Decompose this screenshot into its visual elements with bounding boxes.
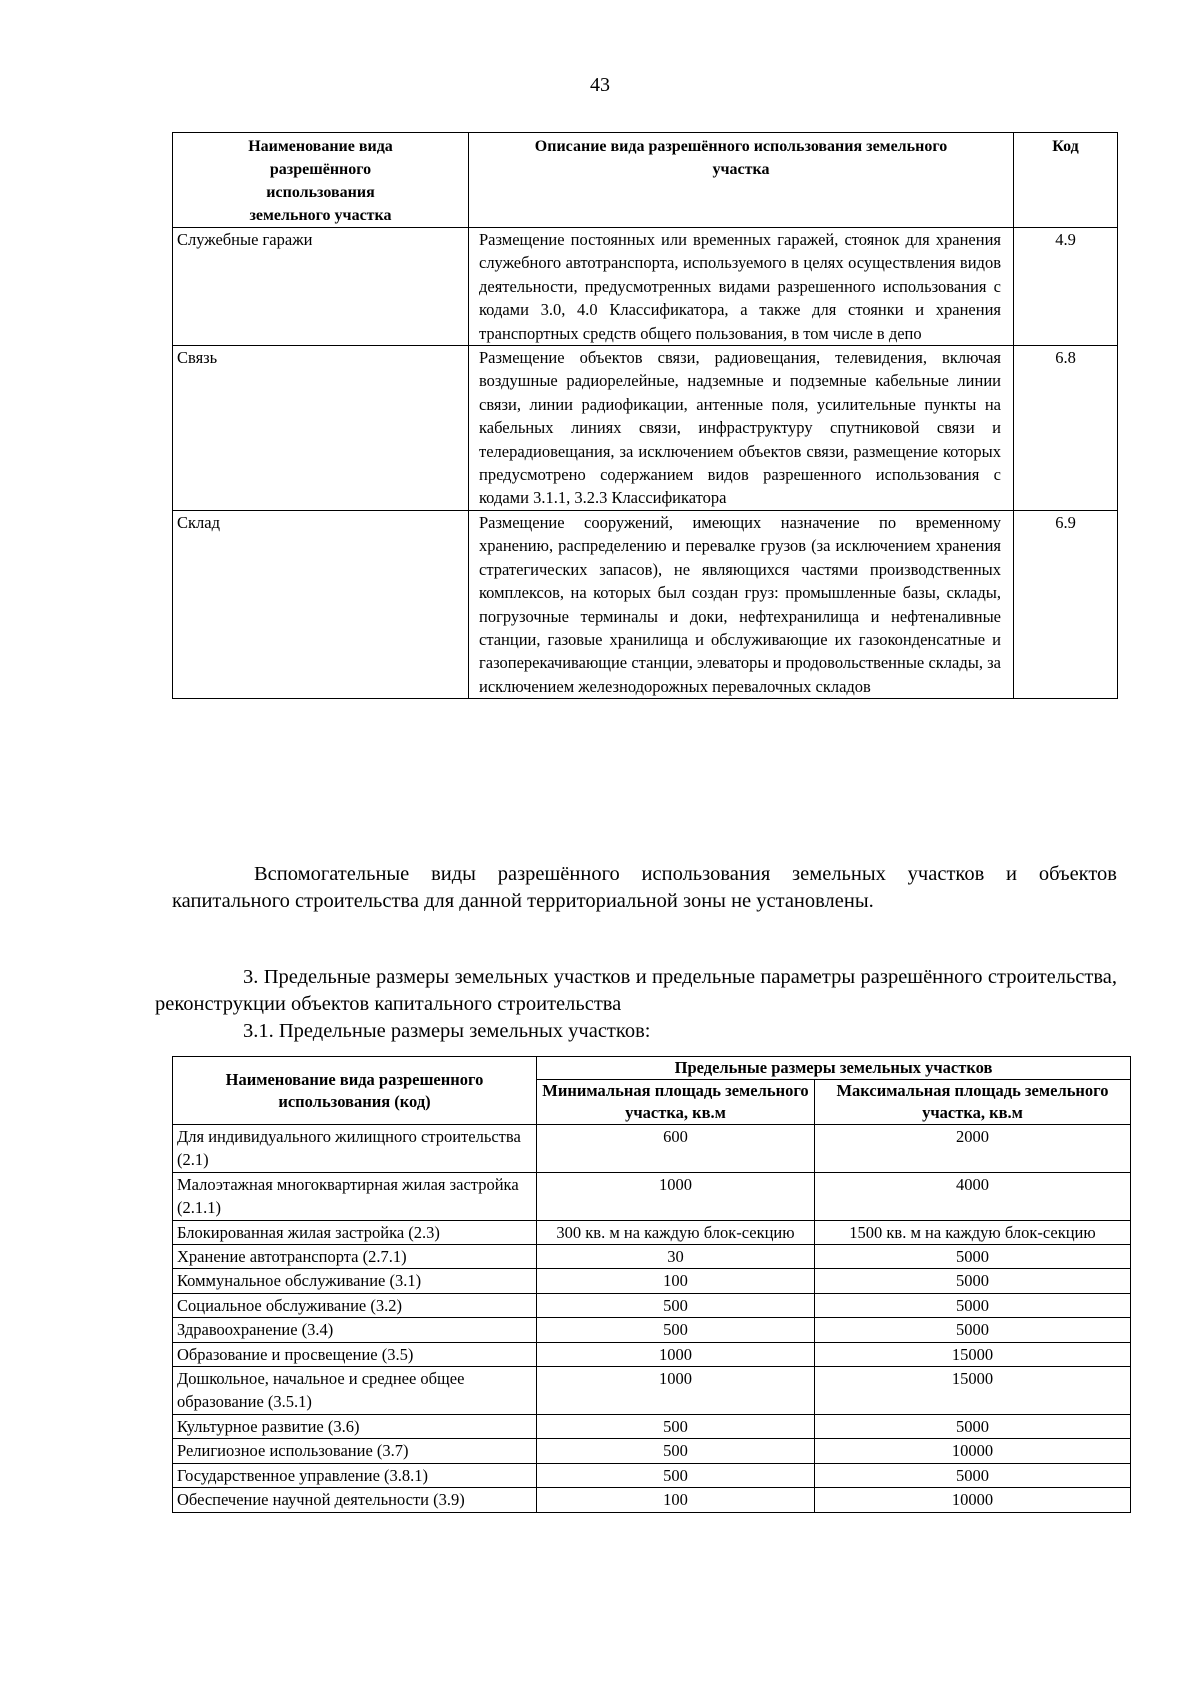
table-row xyxy=(173,1172,1131,1220)
use-name: Культурное развитие (3.6) xyxy=(173,1414,537,1438)
table-row xyxy=(173,1342,1131,1366)
min-area-value: 500 xyxy=(537,1318,815,1342)
header-max-area: Максимальная площадь земельного участка, кв.м xyxy=(815,1080,1131,1125)
min-area-value: 1000 xyxy=(537,1342,815,1366)
table-row xyxy=(173,228,1118,346)
min-area-value: 500 xyxy=(537,1463,815,1487)
table-header-row xyxy=(173,1057,1131,1080)
page-number: 43 xyxy=(590,74,610,96)
section-3-1-heading: 3.1. Предельные размеры земельных участков: xyxy=(243,1020,651,1042)
table-row xyxy=(173,1318,1131,1342)
table-row xyxy=(173,1125,1131,1173)
table-row xyxy=(173,1220,1131,1244)
min-area-value: 500 xyxy=(537,1293,815,1317)
use-name: Для индивидуального жилищного строительства (2.1) xyxy=(173,1125,537,1173)
use-name: Образование и просвещение (3.5) xyxy=(173,1342,537,1366)
min-area-value: 300 кв. м на каждую блок-секцию xyxy=(537,1220,815,1244)
table-row xyxy=(173,1414,1131,1438)
use-name: Религиозное использование (3.7) xyxy=(173,1439,537,1463)
table-row xyxy=(173,1488,1131,1512)
use-code: 4.9 xyxy=(1014,228,1118,346)
max-area-value: 1500 кв. м на каждую блок-секцию xyxy=(815,1220,1131,1244)
max-area-value: 5000 xyxy=(815,1463,1131,1487)
use-name: Склад xyxy=(173,510,469,698)
table-row xyxy=(173,1293,1131,1317)
header-name-line: Наименование вида xyxy=(248,138,393,155)
table-row xyxy=(173,1245,1131,1269)
use-code: 6.9 xyxy=(1014,510,1118,698)
min-area-value: 1000 xyxy=(537,1367,815,1415)
max-area-value: 15000 xyxy=(815,1342,1131,1366)
use-name: Блокированная жилая застройка (2.3) xyxy=(173,1220,537,1244)
header-name-line: земельного участка xyxy=(249,207,392,224)
use-name: Государственное управление (3.8.1) xyxy=(173,1463,537,1487)
use-name: Служебные гаражи xyxy=(173,228,469,346)
max-area-value: 15000 xyxy=(815,1367,1131,1415)
use-name: Коммунальное обслуживание (3.1) xyxy=(173,1269,537,1293)
min-area-value: 600 xyxy=(537,1125,815,1173)
max-area-value: 10000 xyxy=(815,1439,1131,1463)
use-name: Связь xyxy=(173,346,469,511)
table-row xyxy=(173,1439,1131,1463)
min-area-value: 1000 xyxy=(537,1172,815,1220)
header-name xyxy=(173,133,469,228)
header-name-line: разрешённого xyxy=(269,161,372,178)
header-min-area: Минимальная площадь земельного участка, кв.м xyxy=(537,1080,815,1125)
table-row xyxy=(173,1269,1131,1293)
max-area-value: 5000 xyxy=(815,1293,1131,1317)
use-name: Обеспечение научной деятельности (3.9) xyxy=(173,1488,537,1512)
permitted-use-table xyxy=(172,132,1118,699)
max-area-value: 2000 xyxy=(815,1125,1131,1173)
table-header-row xyxy=(173,133,1118,228)
header-description-line: участка xyxy=(712,161,770,178)
use-name: Малоэтажная многоквартирная жилая застройка (2.1.1) xyxy=(173,1172,537,1220)
plot-size-limits-table xyxy=(172,1056,1131,1513)
use-description: Размещение сооружений, имеющих назначение по временному хранению, распределению и перевалке грузов (за исключением хранения стратегических запасов), не являющихся частями производственных комплексов, на которых был создан груз: промышленные базы, склады, погрузочные терминалы и доки, нефтехранилища и нефтеналивные станции, газовые хранилища и обслуживающие их газоконденсатные и газоперекачивающие станции, элеваторы и продовольственные склады, за исключением железнодорожных перевалочных складов xyxy=(469,510,1014,698)
min-area-value: 100 xyxy=(537,1269,815,1293)
header-code: Код xyxy=(1014,133,1118,228)
max-area-value: 4000 xyxy=(815,1172,1131,1220)
max-area-value: 5000 xyxy=(815,1318,1131,1342)
auxiliary-uses-paragraph: Вспомогательные виды разрешённого использования земельных участков и объектов капитального строительства для данной территориальной зоны не установлены. xyxy=(172,863,1117,912)
use-name: Социальное обслуживание (3.2) xyxy=(173,1293,537,1317)
header-size-limits: Предельные размеры земельных участков xyxy=(537,1057,1131,1080)
min-area-value: 100 xyxy=(537,1488,815,1512)
max-area-value: 5000 xyxy=(815,1269,1131,1293)
use-description: Размещение объектов связи, радиовещания, телевидения, включая воздушные радиорелейные, надземные и подземные кабельные линии связи, линии радиофикации, антенные поля, усилительные пункты на кабельных линиях связи, инфраструктуру спутниковой связи и телерадиовещания, за исключением объектов связи, размещение которых предусмотрено содержанием видов разрешенного использования с кодами 3.1.1, 3.2.3 Классификатора xyxy=(469,346,1014,511)
table-row xyxy=(173,1463,1131,1487)
table-row xyxy=(173,510,1118,698)
section-3-heading: 3. Предельные размеры земельных участков и предельные параметры разрешённого строительства, реконструкции объектов капитального строительства xyxy=(155,966,1117,1015)
min-area-value: 30 xyxy=(537,1245,815,1269)
use-description: Размещение постоянных или временных гаражей, стоянок для хранения служебного автотранспорта, используемого в целях осуществления видов деятельности, предусмотренных видами разрешенного использования с кодами 3.0, 4.0 Классификатора, а также для стоянки и хранения транспортных средств общего пользования, в том числе в депо xyxy=(469,228,1014,346)
header-description-line: Описание вида разрешённого использования земельного xyxy=(534,138,948,155)
plot-size-rows xyxy=(173,1125,1131,1513)
use-name: Дошкольное, начальное и среднее общее образование (3.5.1) xyxy=(173,1367,537,1415)
use-name: Хранение автотранспорта (2.7.1) xyxy=(173,1245,537,1269)
max-area-value: 5000 xyxy=(815,1245,1131,1269)
min-area-value: 500 xyxy=(537,1439,815,1463)
header-name-line: использования xyxy=(266,184,375,201)
use-code: 6.8 xyxy=(1014,346,1118,511)
header-description xyxy=(469,133,1014,228)
header-use-name: Наименование вида разрешенного использования (код) xyxy=(173,1057,537,1125)
max-area-value: 5000 xyxy=(815,1414,1131,1438)
min-area-value: 500 xyxy=(537,1414,815,1438)
max-area-value: 10000 xyxy=(815,1488,1131,1512)
table-row xyxy=(173,346,1118,511)
use-name: Здравоохранение (3.4) xyxy=(173,1318,537,1342)
table-row xyxy=(173,1367,1131,1415)
